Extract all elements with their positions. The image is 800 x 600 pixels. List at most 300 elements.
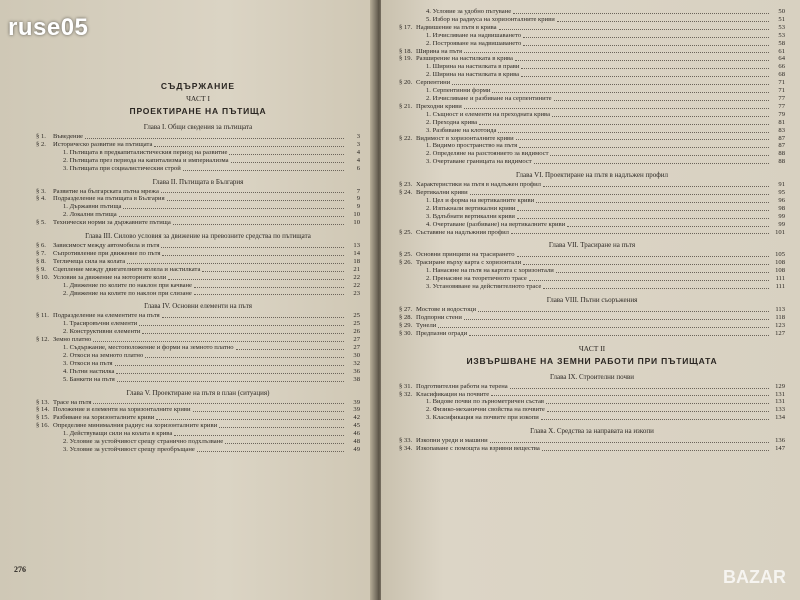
toc-entry (399, 63, 785, 71)
toc-entry (399, 283, 785, 291)
dot-leader (543, 288, 769, 289)
toc-section-number: § 21. (399, 102, 413, 110)
toc-page-number: 50 (778, 8, 785, 15)
toc-page-number: 134 (775, 414, 785, 422)
dot-leader (534, 163, 769, 164)
toc-page-number: 25 (353, 312, 360, 320)
toc-page-number: 4 (356, 156, 360, 164)
toc-page-number: 3 (356, 140, 360, 148)
dot-leader (492, 92, 769, 93)
dot-leader (156, 419, 344, 420)
toc-section-number: § 8. (36, 257, 46, 265)
dot-leader (115, 365, 344, 366)
toc-section-number: § 34. (399, 445, 413, 453)
seller-watermark: ruse05 (8, 14, 89, 41)
toc-page-number: 136 (775, 437, 785, 445)
dot-leader (231, 162, 344, 163)
dot-leader (523, 264, 769, 265)
toc-entry (399, 229, 785, 237)
dot-leader (529, 280, 769, 281)
toc-page-number: 6 (356, 164, 360, 172)
toc-section-number: § 22. (399, 134, 413, 142)
toc-entry-text: Подпорни стени (416, 313, 462, 321)
dot-leader (511, 233, 769, 234)
dot-leader (119, 216, 344, 217)
toc-page-number: 23 (353, 289, 360, 297)
toc-entry (399, 40, 785, 48)
toc-entry-text: 3. Условие за устойчивост срещу преобръщане (63, 446, 195, 453)
toc-page-number: 32 (353, 359, 360, 367)
dot-leader (236, 349, 344, 350)
toc-entry-text: 2. Пренасяне на теоретичното трасе (426, 275, 527, 283)
chapter-9-list (399, 383, 785, 423)
toc-entry-text: 2. Откоси на земното платно (63, 351, 144, 359)
toc-entry-text: Положение и елементи на хоризонталните криви (53, 406, 191, 414)
toc-entry (399, 391, 785, 399)
toc-page-number: 113 (775, 306, 785, 313)
toc-entry (36, 250, 360, 258)
toc-entry-text: Изкопни уреди и машини (416, 437, 488, 445)
toc-entry (399, 414, 785, 422)
toc-entry (36, 211, 360, 219)
dot-leader (541, 419, 769, 420)
dot-leader (510, 388, 769, 389)
left-page (0, 0, 376, 600)
toc-entry (399, 275, 785, 283)
toc-page-number: 88 (778, 150, 785, 158)
continued-list (399, 8, 785, 166)
toc-entry-text: 1. Съдържание, местоположение и форми на земното платно (63, 344, 234, 352)
toc-title: СЪДЪРЖАНИЕ (160, 81, 236, 91)
dot-leader (161, 247, 344, 248)
toc-entry (399, 48, 785, 56)
dot-leader (225, 443, 344, 444)
toc-entry-text: 3. Очертаване границата на видимост (426, 158, 532, 166)
dot-leader (464, 319, 769, 320)
dot-leader (499, 29, 769, 30)
toc-section-number: § 25. (399, 251, 413, 259)
toc-entry-text: 1. Трасировъчни елементи (63, 320, 138, 328)
toc-entry-text: Тунели (416, 321, 437, 329)
page-number: 276 (14, 565, 26, 574)
toc-entry-text: Надвишение на пътя в крива (416, 23, 497, 31)
toc-entry (399, 197, 785, 205)
dot-leader (194, 287, 344, 288)
dot-leader (145, 357, 344, 358)
toc-entry-text: 1. Държавни пътища (63, 203, 122, 211)
toc-entry-text: 2. Локални пътища (63, 211, 117, 219)
dot-leader (193, 411, 344, 412)
toc-entry-text: Подразделение на пътищата в България (53, 195, 165, 203)
toc-entry-text: 1. Пътищата в предкапиталистическия период на развитие (63, 148, 228, 156)
toc-entry (36, 290, 360, 298)
chapter-8-heading: Глава VIII. Пътни съоръжения (546, 296, 638, 304)
toc-page-number: 133 (775, 406, 785, 414)
toc-entry (399, 158, 785, 166)
dot-leader (547, 411, 769, 412)
toc-entry (36, 242, 360, 250)
toc-entry (399, 135, 785, 143)
toc-entry (36, 274, 360, 282)
toc-entry (399, 32, 785, 40)
toc-entry-text: 2. Определяне на разстоянието за видимост (426, 150, 549, 158)
dot-leader (197, 451, 344, 452)
chapter-10-heading: Глава X. Средства за направата на изкопи (530, 427, 654, 436)
toc-page-number: 108 (775, 259, 785, 267)
toc-section-number: § 29. (399, 321, 413, 329)
toc-entry (36, 133, 360, 141)
toc-section-number: § 18. (399, 47, 413, 55)
chapter-6-heading: Глава VI. Проектиране на пътя в надлъжен профил (515, 171, 668, 180)
chapter-10-list (399, 437, 785, 453)
toc-section-number: § 13. (36, 398, 50, 406)
toc-entry (399, 55, 785, 63)
toc-entry (36, 266, 360, 274)
dot-leader (123, 208, 344, 209)
toc-section-number: § 23. (399, 181, 413, 189)
dot-leader (519, 147, 769, 148)
chapter-8-list (399, 306, 785, 338)
toc-entry (399, 437, 785, 445)
dot-leader (173, 224, 344, 225)
toc-entry-text: 4. Условие за удобно пътуване (426, 8, 512, 15)
dot-leader (85, 138, 344, 139)
toc-page-number: 129 (775, 382, 785, 390)
toc-page-number: 36 (353, 367, 360, 375)
toc-page-number: 39 (353, 406, 360, 414)
toc-section-number: § 26. (399, 259, 413, 267)
toc-page-number: 7 (356, 187, 360, 195)
toc-page-number: 13 (353, 242, 360, 250)
toc-page-number: 91 (778, 181, 785, 189)
toc-entry (399, 150, 785, 158)
toc-page-number: 4 (356, 148, 360, 156)
toc-entry-text: 1. Същност и елементи на преходната крива (426, 110, 551, 118)
toc-page-number: 46 (353, 430, 360, 438)
toc-entry-text: Класификация на почвите (416, 390, 490, 398)
toc-section-number: § 5. (36, 219, 46, 227)
dot-leader (517, 256, 770, 257)
toc-page-number: 3 (356, 133, 360, 140)
toc-entry-text: 3. Разбиване на клотоида (426, 126, 497, 134)
toc-entry-text: Въведение (53, 133, 83, 140)
toc-entry-text: 3. Вдлъбнати вертикални криви (426, 212, 515, 220)
toc-section-number: § 20. (399, 79, 413, 87)
toc-entry (36, 368, 360, 376)
toc-entry-text: 3. Откоси на пътя (63, 359, 113, 367)
toc-left (36, 80, 360, 454)
toc-page-number: 71 (778, 87, 785, 95)
toc-section-number: § 3. (36, 187, 46, 195)
toc-entry-text: 1. Видимо пространство на пътя (426, 142, 518, 150)
dot-leader (154, 146, 344, 147)
part-1-name: ПРОЕКТИРАНЕ НА ПЪТИЩА (129, 106, 267, 116)
toc-page-number: 77 (778, 102, 785, 110)
toc-section-number: § 4. (36, 195, 46, 203)
toc-section-number: § 27. (399, 306, 413, 313)
toc-page-number: 49 (353, 446, 360, 453)
toc-page-number: 14 (353, 249, 360, 257)
toc-page-number: 105 (775, 251, 785, 259)
toc-entry (399, 189, 785, 197)
toc-entry (399, 330, 785, 338)
toc-entry (399, 406, 785, 414)
dot-leader (515, 60, 769, 61)
toc-section-number: § 6. (36, 242, 46, 250)
toc-entry-text: Трасе на пътя (53, 398, 92, 406)
dot-leader (464, 108, 769, 109)
toc-section-number: § 25. (399, 228, 413, 236)
toc-entry-text: 1. Видове почви по зърнометричен състав (426, 398, 545, 406)
toc-page-number: 53 (778, 31, 785, 39)
toc-entry-text: Историческо развитие на пътищата (53, 140, 153, 148)
toc-entry (36, 399, 360, 407)
toc-entry (36, 360, 360, 368)
toc-entry (36, 422, 360, 430)
dot-leader (546, 403, 769, 404)
toc-section-number: § 9. (36, 265, 46, 273)
toc-entry-text: 2. Преходна крива (426, 118, 478, 126)
dot-leader (93, 341, 344, 342)
toc-section-number: § 17. (399, 23, 413, 31)
dot-leader (139, 325, 344, 326)
toc-section-number: § 19. (399, 55, 413, 63)
toc-section-number: § 2. (36, 140, 46, 148)
toc-page-number: 68 (778, 71, 785, 79)
toc-entry (399, 95, 785, 103)
toc-entry (36, 336, 360, 344)
toc-section-number: § 24. (399, 189, 413, 197)
dot-leader (521, 68, 769, 69)
toc-page-number: 127 (775, 329, 785, 337)
toc-entry (36, 219, 360, 227)
toc-page-number: 38 (353, 375, 360, 383)
toc-page-number: 98 (778, 204, 785, 212)
toc-entry-text: Серпентини (416, 79, 451, 87)
toc-entry (36, 406, 360, 414)
toc-entry (36, 165, 360, 173)
toc-entry-text: Сцепление между двигателните колела и настилката (53, 265, 201, 273)
toc-entry (36, 320, 360, 328)
toc-entry (36, 446, 360, 454)
toc-entry (36, 414, 360, 422)
toc-entry-text: 5. Банкети на пътя (63, 375, 115, 383)
dot-leader (513, 13, 769, 14)
toc-section-number: § 15. (36, 414, 50, 422)
toc-section-number: § 14. (36, 406, 50, 414)
toc-page-number: 108 (775, 267, 785, 275)
dot-leader (464, 52, 769, 53)
toc-entry-text: 2. Движение на колите по наклон при слизане (63, 289, 192, 297)
toc-page-number: 9 (356, 203, 360, 211)
dot-leader (523, 45, 769, 46)
toc-page-number: 118 (775, 313, 785, 321)
toc-section-number: § 30. (399, 329, 413, 337)
toc-page-number: 95 (778, 189, 785, 197)
toc-entry (36, 258, 360, 266)
toc-entry (399, 205, 785, 213)
toc-section-number: § 7. (36, 249, 46, 257)
toc-page-number: 83 (778, 126, 785, 134)
dot-leader (194, 294, 344, 295)
toc-entry (399, 306, 785, 314)
toc-entry-text: Подготвителни работи на терена (416, 382, 508, 390)
dot-leader (183, 170, 344, 171)
toc-page-number: 147 (775, 445, 785, 453)
dot-leader (174, 435, 344, 436)
toc-entry-text: 2. Конструктивни елементи (63, 328, 141, 336)
dot-leader (557, 21, 769, 22)
toc-page-number: 87 (778, 142, 785, 150)
bazar-logo: BAZAR (723, 567, 786, 587)
dot-leader (479, 124, 769, 125)
toc-entry (36, 376, 360, 384)
dot-leader (162, 255, 344, 256)
dot-leader (161, 192, 344, 193)
toc-entry (399, 383, 785, 391)
toc-page-number: 22 (353, 273, 360, 281)
dot-leader (452, 84, 769, 85)
toc-section-number: § 10. (36, 273, 50, 281)
toc-page-number: 111 (775, 275, 785, 283)
dot-leader (521, 76, 769, 77)
toc-page-number: 18 (353, 257, 360, 265)
toc-entry-text: 1. Движение по колите по наклон при качване (63, 281, 192, 289)
toc-entry (36, 312, 360, 320)
toc-entry-text: Предпазни огради (416, 329, 468, 337)
dot-leader (469, 335, 769, 336)
toc-entry-text: Мостове и водостоци (416, 306, 477, 313)
chapter-3-heading: Глава III. Силово условия за движение на превозните средства по пътищата (85, 232, 311, 241)
chapter-5-list (36, 399, 360, 454)
toc-page-number: 42 (353, 414, 360, 422)
dot-leader (498, 132, 769, 133)
toc-page-number: 71 (778, 79, 785, 87)
toc-page-number: 96 (778, 196, 785, 204)
toc-entry (399, 445, 785, 453)
toc-page-number: 131 (775, 390, 785, 398)
dot-leader (554, 100, 769, 101)
toc-page-number: 58 (778, 39, 785, 47)
dot-leader (117, 381, 344, 382)
toc-page-number: 66 (778, 63, 785, 71)
toc-entry-text: 5. Избор на радиуса на хоризонталните криви (426, 15, 555, 23)
chapter-4-heading: Глава IV. Основни елементи на пътя (144, 302, 252, 311)
dot-leader (542, 450, 769, 451)
toc-entry (399, 103, 785, 111)
toc-entry (36, 149, 360, 157)
toc-entry-text: Съпротивление при движение по пътя (53, 249, 161, 257)
toc-entry-text: 1. Действуващи сили на колата в крива (63, 430, 173, 438)
toc-entry-text: Ширина на пътя (416, 47, 462, 55)
dot-leader (168, 279, 344, 280)
toc-page-number: 81 (778, 118, 785, 126)
toc-entry-text: Видимост в хоризонталните криви (416, 134, 514, 142)
toc-entry-text: Разбиване на хоризонталните криви (53, 414, 155, 422)
toc-page-number: 45 (353, 422, 360, 430)
toc-entry-text: Основни принципи на трасирането (416, 251, 515, 259)
toc-page-number: 79 (778, 110, 785, 118)
toc-entry (399, 142, 785, 150)
toc-entry-text: Вертикални криви (416, 189, 468, 197)
toc-entry (399, 314, 785, 322)
dot-leader (523, 37, 769, 38)
toc-entry (36, 203, 360, 211)
toc-entry (36, 344, 360, 352)
toc-page-number: 101 (775, 228, 785, 236)
chapter-4-list (36, 312, 360, 383)
chapter-6-list (399, 181, 785, 236)
toc-page-number: 87 (778, 134, 785, 142)
dot-leader (567, 226, 769, 227)
toc-entry-text: 4. Очертаване (разбиване) на вертикалните криви (426, 220, 566, 228)
dot-leader (167, 200, 344, 201)
toc-entry (36, 282, 360, 290)
toc-entry (36, 157, 360, 165)
toc-entry-text: 2. Ширина на настилката в крива (426, 71, 520, 79)
toc-entry-text: Трасиране върху карта с хоризонтали (416, 259, 522, 267)
toc-entry (399, 111, 785, 119)
toc-entry-text: Подразделение на елементите на пътя (53, 312, 160, 320)
toc-entry (36, 195, 360, 203)
right-page (381, 0, 800, 600)
dot-leader (93, 403, 344, 404)
chapter-1-heading: Глава I. Общи сведения за пътищата (143, 123, 253, 131)
part-1-label: ЧАСТ I (186, 94, 210, 103)
toc-entry (399, 213, 785, 221)
toc-entry-text: Развитие на българската пътна мрежа (53, 187, 159, 195)
toc-entry (399, 79, 785, 87)
dot-leader (202, 271, 344, 272)
toc-section-number: § 32. (399, 390, 413, 398)
toc-entry (399, 24, 785, 32)
toc-page-number: 21 (353, 265, 360, 273)
toc-page-number: 111 (775, 283, 785, 291)
part-2-name: ИЗВЪРШВАНЕ НА ЗЕМНИ РАБОТИ ПРИ ПЪТИЩАТА (466, 355, 718, 366)
chapter-9-heading: Глава IX. Строителни почви (549, 372, 635, 381)
toc-page-number: 88 (778, 158, 785, 166)
toc-entry-text: 4. Пътни настилка (63, 367, 115, 375)
toc-entry-text: 2. Условие за устойчивост срещу странично подхлъзване (63, 438, 224, 446)
dot-leader (543, 186, 769, 187)
toc-entry-text: 2. Пътищата през периода на капитализма и империализма (63, 156, 229, 164)
toc-entry-text: 1. Нанасяне на пътя на картата с хоризонтали (426, 267, 554, 275)
toc-page-number: 51 (778, 15, 785, 23)
chapter-7-heading: Глава VII. Трасиране на пътя (548, 241, 636, 250)
toc-section-number: § 31. (399, 382, 413, 390)
toc-entry-text: Зависимост между автомобила и пътя (53, 242, 160, 250)
toc-page-number: 10 (353, 219, 360, 227)
toc-section-number: § 12. (36, 336, 50, 344)
toc-section-number: § 28. (399, 313, 413, 321)
chapter-5-heading: Глава V. Проектиране на пътя в план (ситуация) (126, 388, 270, 397)
dot-leader (470, 194, 769, 195)
toc-page-number: 99 (778, 220, 785, 228)
toc-entry-text: 3. Пътищата при социалистическия строй (63, 164, 181, 172)
toc-entry-text: Характеристики на пътя в надлъжен профил (416, 181, 541, 189)
toc-entry (399, 221, 785, 229)
toc-entry-text: Преходни криви (416, 102, 462, 110)
dot-leader (490, 442, 769, 443)
toc-entry-text: 2. Физико-механични свойства на почвите (426, 406, 545, 414)
toc-entry-text: Разширение на настилката в крива (416, 55, 513, 63)
toc-entry-text: Изкопаване с помощта на взривни вещества (416, 445, 540, 453)
dot-leader (219, 427, 344, 428)
toc-entry-text: 1. Серпентинни форми (426, 87, 491, 95)
toc-entry (399, 398, 785, 406)
toc-page-number: 25 (353, 320, 360, 328)
toc-entry-text: 3. Установяване на действителното трасе (426, 283, 542, 291)
